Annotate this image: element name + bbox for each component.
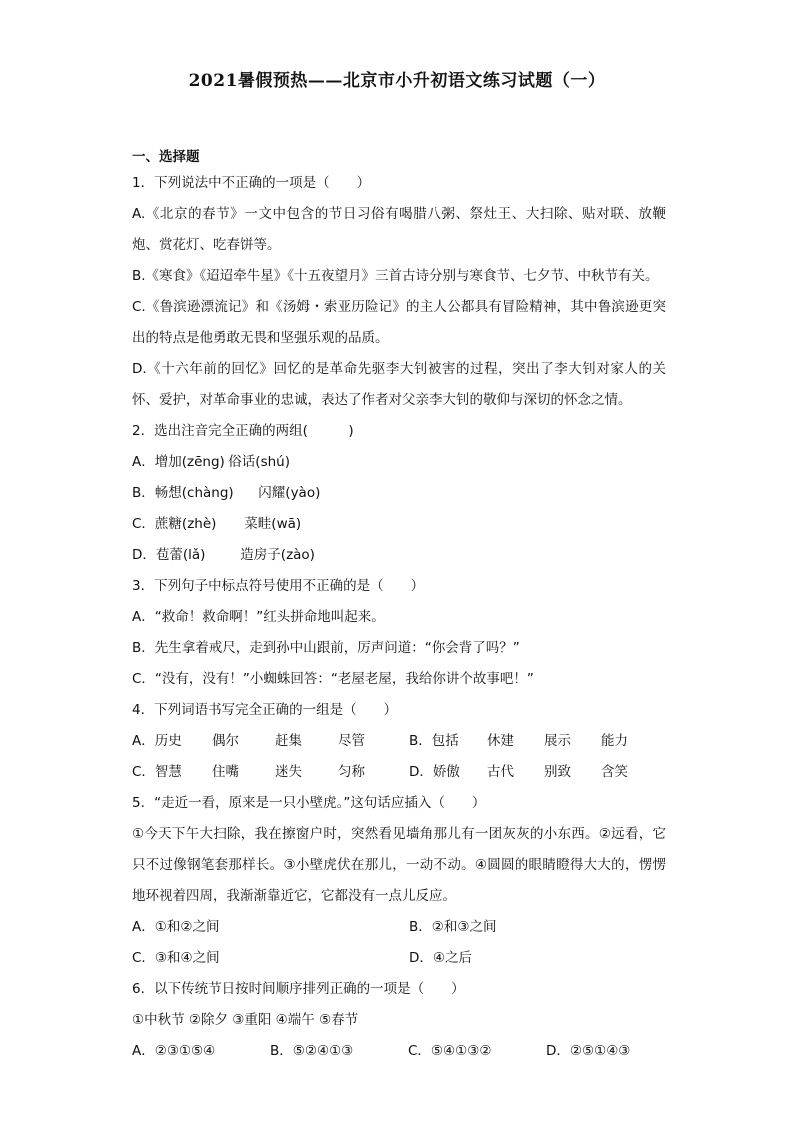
q2-option-a (132, 447, 666, 478)
q6-option-d: D．②⑤①④③ (546, 1043, 631, 1059)
q4-a-word-3: 赶集 (275, 733, 302, 749)
section-heading: 一、选择题 (132, 149, 200, 165)
q5-option-c: C．③和④之间 (132, 950, 220, 966)
q2-b-word-1: B．畅想(chàng) (132, 485, 234, 501)
q1-stem: 1．下列说法中不正确的一项是（ ） (132, 175, 371, 191)
q4-c-word-3: 迷失 (275, 764, 302, 780)
q2-d-word-2: 造房子(zào) (240, 547, 315, 563)
q4-c-word-4: 匀称 (338, 764, 365, 780)
q6-options-row (132, 1036, 666, 1067)
q4-d-word-3: 别致 (544, 764, 571, 780)
q3-option-c: C．“没有，没有！”小蜘蛛回答：“老屋老屋，我给你讲个故事吧！” (132, 671, 534, 687)
q4-d-word-1: D．娇傲 (409, 764, 460, 780)
q2-option-c (132, 509, 666, 540)
page-title: 2021暑假预热——北京市小升初语文练习试题（一） (188, 71, 606, 91)
q4-b-word-4: 能力 (601, 733, 628, 749)
q2-a-word-2: 俗话(shú) (228, 454, 290, 470)
q2-d-word-1: D．苞蕾(lǎ) (132, 547, 206, 563)
q4-options-row-1 (132, 726, 666, 757)
q4-option-a (132, 726, 409, 757)
q4-a-word-1: A．历史 (132, 733, 182, 749)
q2-c-word-1: C．蔗糖(zhè) (132, 516, 217, 532)
q5-options-row-2 (132, 943, 666, 974)
q5-stem: 5．“走近一看，原来是一只小壁虎。”这句话应插入（ ） (132, 795, 486, 811)
q3-stem: 3．下列句子中标点符号使用不正确的是（ ） (132, 578, 425, 594)
q3-option-a: A．“救命！救命啊！”红头拼命地叫起来。 (132, 609, 385, 625)
q1-option-c: C.《鲁滨逊漂流记》和《汤姆・索亚历险记》的主人公都具有冒险精神，其中鲁滨逊更突出的特点是他勇敢无畏和坚强乐观的品质。 (132, 299, 666, 346)
q4-c-word-1: C．智慧 (132, 764, 182, 780)
q4-d-word-2: 古代 (487, 764, 514, 780)
q2-option-d (132, 540, 666, 571)
q4-d-word-4: 含笑 (601, 764, 628, 780)
q6-option-a: A．②③①⑤④ (132, 1043, 216, 1059)
q4-c-word-2: 住嘴 (212, 764, 239, 780)
q5-passage: ①今天下午大扫除，我在擦窗户时，突然看见墙角那儿有一团灰灰的小东西。②远看，它只不过像钢笔套那样长。③小壁虎伏在那儿，一动不动。④圆圆的眼睛瞪得大大的，愣愣地环视着四周，我渐渐靠近它，它都没有一点儿反应。 (132, 826, 666, 904)
q5-option-d: D．④之后 (409, 950, 472, 966)
q6-items: ①中秋节 ②除夕 ③重阳 ④端午 ⑤春节 (132, 1012, 359, 1028)
q6-stem: 6．以下传统节日按时间顺序排列正确的一项是（ ） (132, 981, 465, 997)
q6-option-c: C．⑤④①③② (408, 1043, 492, 1059)
q4-b-word-3: 展示 (544, 733, 571, 749)
q5-option-a: A．①和②之间 (132, 919, 220, 935)
q4-option-b (409, 726, 628, 757)
q4-options-row-2 (132, 757, 666, 788)
q1-option-d: D.《十六年前的回忆》回忆的是革命先驱李大钊被害的过程，突出了李大钊对家人的关怀、爱护，对革命事业的忠诚，表达了作者对父亲李大钊的敬仰与深切的怀念之情。 (132, 361, 666, 408)
q3-option-b: B．先生拿着戒尺，走到孙中山跟前，厉声问道：“你会背了吗？” (132, 640, 520, 656)
q2-stem: 2．选出注音完全正确的两组( ) (132, 423, 354, 439)
question-list (132, 168, 666, 1067)
q4-b-word-1: B．包括 (409, 733, 459, 749)
q4-b-word-2: 休建 (487, 733, 514, 749)
q2-b-word-2: 闪耀(yào) (258, 485, 321, 501)
q5-options-row-1 (132, 912, 666, 943)
q4-option-c (132, 757, 409, 788)
q2-a-word-1: A．增加(zēng) (132, 454, 225, 470)
q4-a-word-4: 尽管 (338, 733, 365, 749)
q4-stem: 4．下列词语书写完全正确的一组是（ ） (132, 702, 398, 718)
q1-option-b: B.《寒食》《迢迢牵牛星》《十五夜望月》三首古诗分别与寒食节、七夕节、中秋节有关。 (132, 268, 659, 284)
q1-option-a: A.《北京的春节》一文中包含的节日习俗有喝腊八粥、祭灶王、大扫除、贴对联、放鞭炮、赏花灯、吃春饼等。 (132, 206, 666, 253)
q4-option-d (409, 757, 628, 788)
q5-option-b: B．②和③之间 (409, 919, 497, 935)
q6-option-b: B．⑤②④①③ (270, 1043, 354, 1059)
q4-a-word-2: 偶尔 (212, 733, 239, 749)
q2-c-word-2: 菜畦(wā) (244, 516, 302, 532)
q2-option-b (132, 478, 666, 509)
